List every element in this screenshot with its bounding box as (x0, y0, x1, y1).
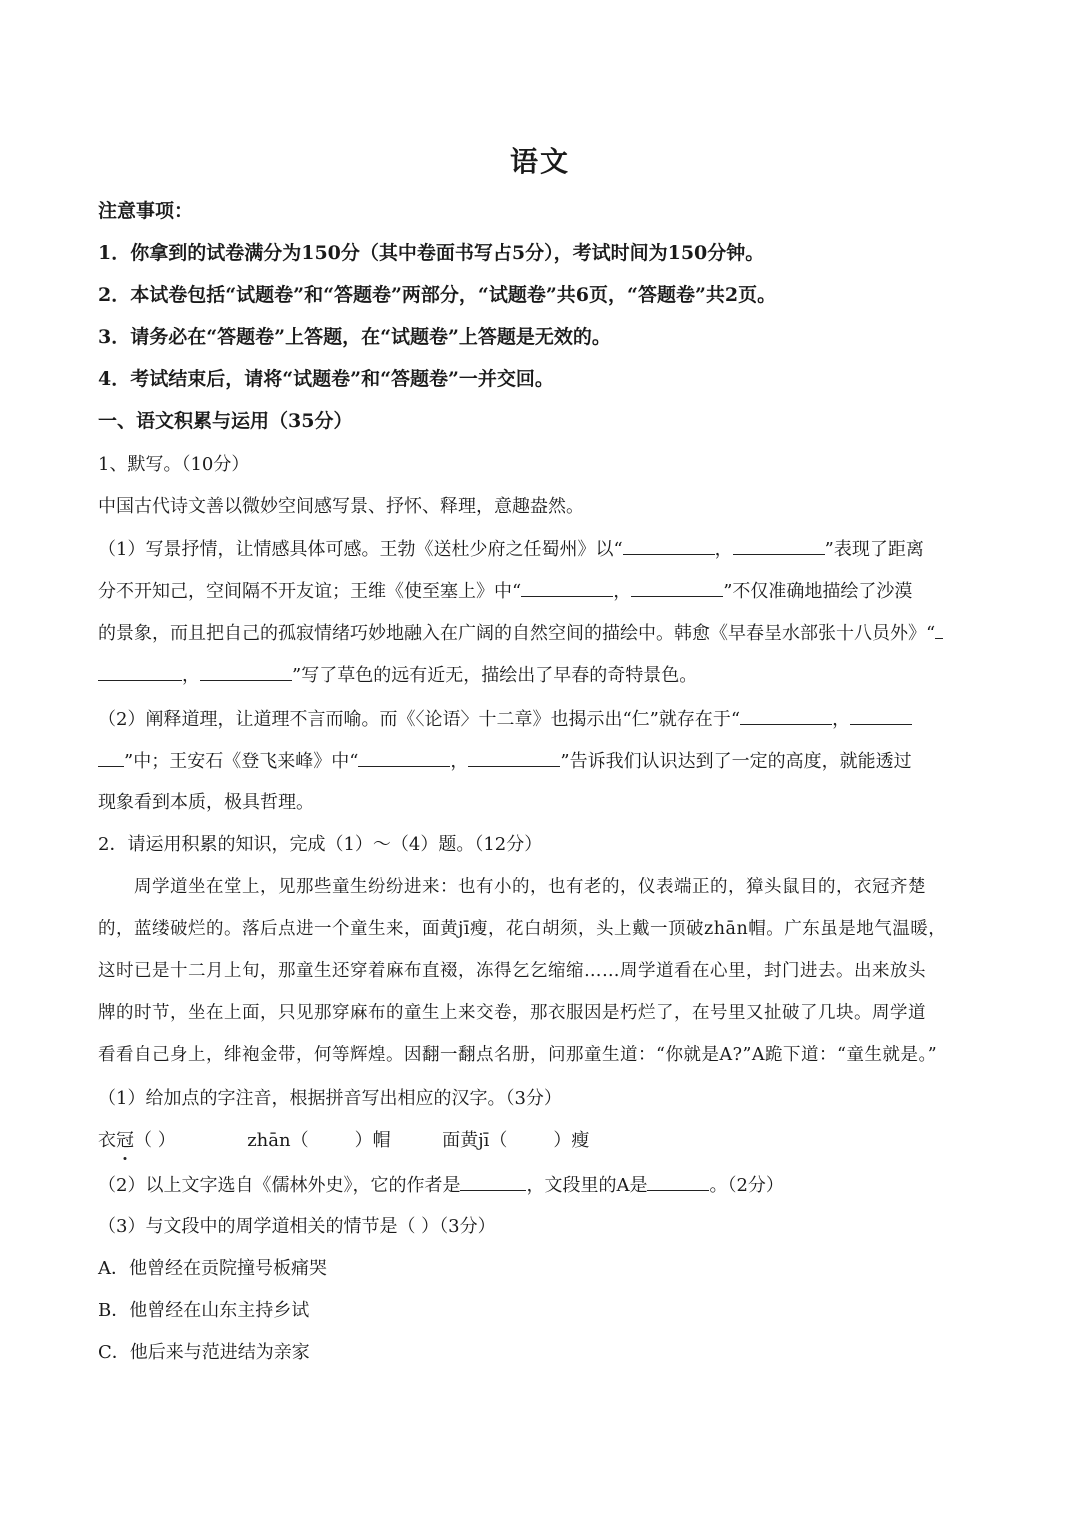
passage-line-5: 看看自己身上，绯袍金带，何等辉煌。因翻一翻点名册，问那童生道：“你就是A?”A跪下道：“童生就是。” (98, 1045, 938, 1065)
q1-part2-line2: ”中；王安石《登飞来峰》中“ ， ”告诉我们认识达到了一定的高度，就能透过 (98, 748, 982, 775)
answer-blank[interactable] (935, 620, 943, 639)
answer-blank[interactable] (358, 748, 450, 767)
option-a[interactable]: A．他曾经在贡院撞号板痛哭 (98, 1258, 327, 1279)
option-b[interactable]: B．他曾经在山东主持乡试 (98, 1300, 310, 1321)
section-heading: 一、语文积累与运用（35分） (98, 410, 353, 432)
answer-blank[interactable] (631, 578, 723, 597)
q2-sub2: （2）以上文字选自《儒林外史》，它的作者是 ，文段里的A是 。（2分） (98, 1172, 982, 1199)
notice-item-1: 1．你拿到的试卷满分为150分（其中卷面书写占5分），考试时间为150分钟。 (98, 242, 765, 264)
dotted-char: 冠 (116, 1128, 134, 1154)
answer-blank[interactable] (647, 1172, 709, 1191)
option-c[interactable]: C．他后来与范进结为亲家 (98, 1342, 310, 1363)
notice-item-4: 4．考试结束后，请将“试题卷”和“答题卷”一并交回。 (98, 368, 554, 390)
answer-blank[interactable] (623, 536, 715, 555)
answer-blank[interactable] (468, 748, 560, 767)
notice-heading: 注意事项： (98, 200, 194, 222)
question-1-intro: 中国古代诗文善以微妙空间感写景、抒怀、释理，意趣盎然。 (98, 496, 584, 517)
question-1-heading: 1、默写。（10分） (98, 454, 250, 475)
answer-blank[interactable] (200, 662, 292, 681)
answer-blank[interactable] (98, 662, 182, 681)
q2-sub1-items: 衣冠（ ） zhān（ ）帽 面黄jī（ ）瘦 (98, 1128, 982, 1154)
passage-line-2: 的，蓝缕破烂的。落后点进一个童生来，面黄jī瘦，花白胡须，头上戴一顶破zhān帽。广东虽是地气温暖， (98, 919, 947, 939)
notice-item-3: 3．请务必在“答题卷”上答题，在“试题卷”上答题是无效的。 (98, 326, 611, 348)
answer-blank[interactable] (460, 1172, 526, 1191)
answer-blank[interactable] (740, 706, 832, 725)
q1-part1-line4: ， ”写了草色的远有近无，描绘出了早春的奇特景色。 (98, 662, 982, 689)
q2-sub1: （1）给加点的字注音，根据拼音写出相应的汉字。（3分） (98, 1088, 562, 1109)
answer-blank[interactable] (733, 536, 825, 555)
page-title: 语文 (509, 145, 570, 178)
passage-line-4: 牌的时节，坐在上面，只见那穿麻布的童生上来交卷，那衣服因是朽烂了，在号里又扯破了几块。周学道 (98, 1003, 926, 1023)
q1-part1-line3: 的景象，而且把自己的孤寂情绪巧妙地融入在广阔的自然空间的描绘中。韩愈《早春呈水部张十八员外》“ (98, 620, 982, 647)
q2-sub3: （3）与文段中的周学道相关的情节是（ ）（3分） (98, 1216, 496, 1237)
answer-blank[interactable] (850, 706, 912, 725)
q1-part1-line1: （1）写景抒情，让情感具体可感。王勃《送杜少府之任蜀州》以“ ， ”表现了距离 (98, 536, 982, 563)
passage-line-1: 周学道坐在堂上，见那些童生纷纷进来：也有小的，也有老的，仪表端正的，獐头鼠目的，衣冠齐楚 (134, 877, 926, 897)
answer-blank[interactable] (521, 578, 613, 597)
answer-blank[interactable] (98, 748, 124, 767)
q1-part1-line2: 分不开知己，空间隔不开友谊；王维《使至塞上》中“ ， ”不仅准确地描绘了沙漠 (98, 578, 982, 605)
passage-line-3: 这时已是十二月上旬，那童生还穿着麻布直裰，冻得乞乞缩缩……周学道看在心里，封门进去。出来放头 (98, 961, 926, 981)
question-2-heading: 2．请运用积累的知识，完成（1）～（4）题。（12分） (98, 834, 543, 855)
q1-part2-line1: （2）阐释道理，让道理不言而喻。而《〈论语〉十二章》也揭示出“仁”就存在于“ ， (98, 706, 982, 733)
answer-paren[interactable]: （ ） (134, 1130, 176, 1151)
q1-part2-line3: 现象看到本质，极具哲理。 (98, 792, 314, 813)
notice-item-2: 2．本试卷包括“试题卷”和“答题卷”两部分，“试题卷”共6页，“答题卷”共2页。 (98, 284, 777, 306)
